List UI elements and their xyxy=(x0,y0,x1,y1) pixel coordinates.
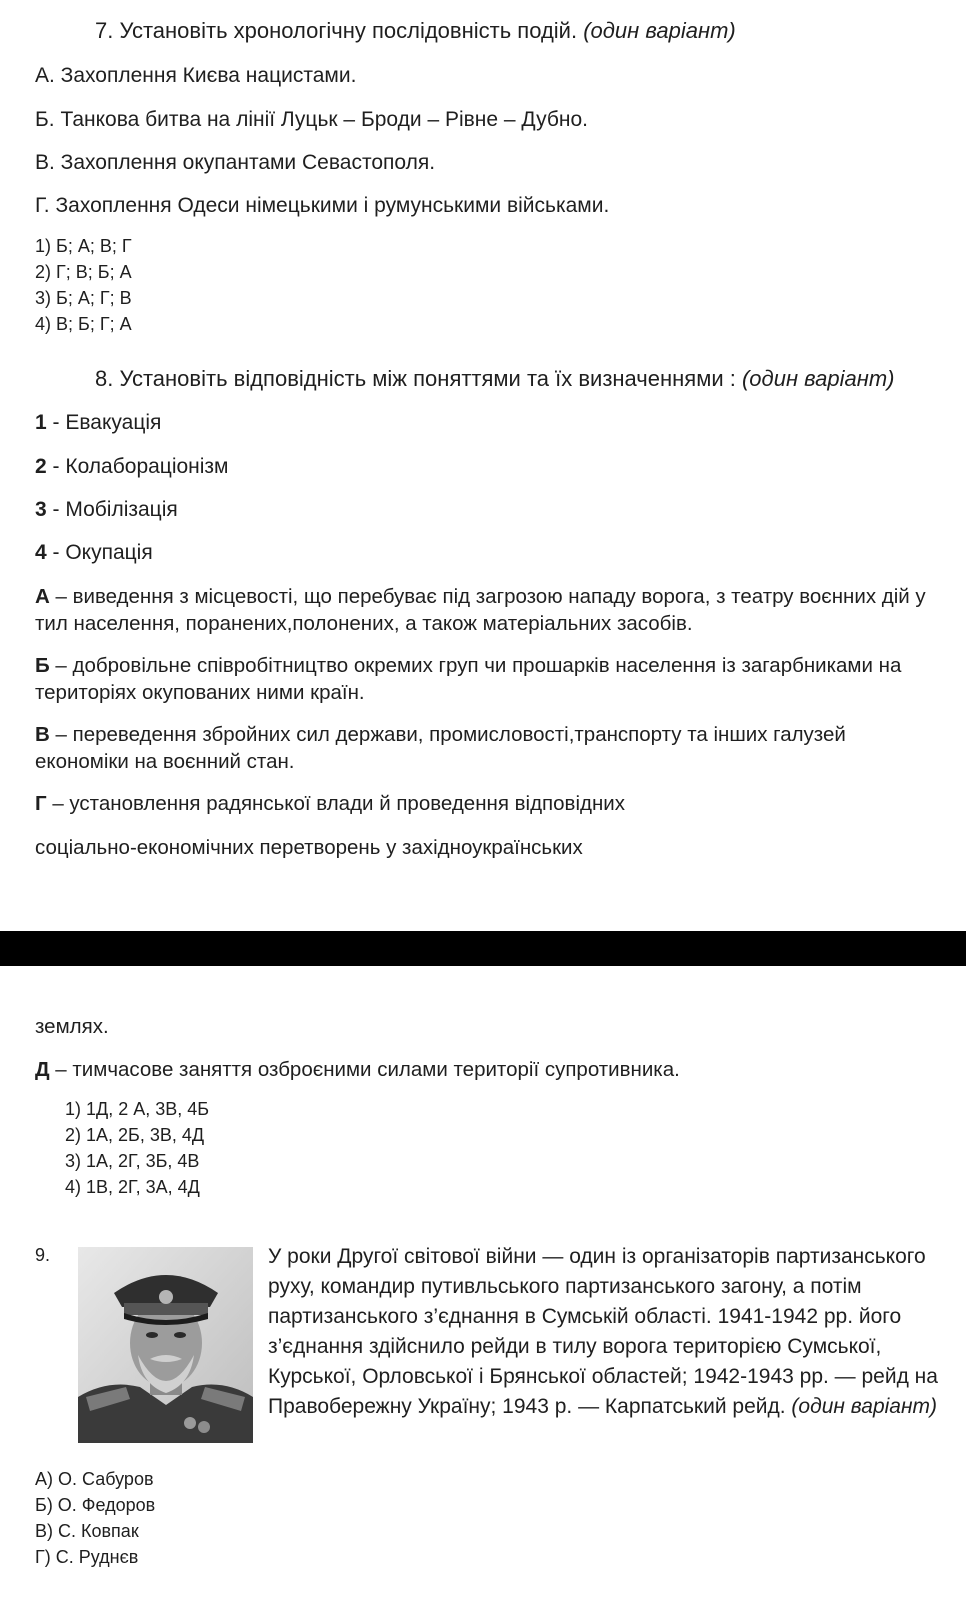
definition-a: А – виведення з місцевості, що перебуває під загрозою нападу ворога, з театру воєнних дій у тил населення, поранених,полонених, а також матеріальних засобів. xyxy=(35,585,926,635)
event-d: Г. Захоплення Одеси німецькими і румунськими військами. xyxy=(35,194,610,217)
event-b: Б. Танкова битва на лінії Луцьк – Броди – Рівне – Дубно. xyxy=(35,108,588,131)
question-7-title xyxy=(95,18,736,44)
question-8-title xyxy=(95,366,895,392)
definition-d: Г – установлення радянської влади й проведення відповідних xyxy=(35,792,625,815)
q8-option-3: 3) 1А, 2Г, 3Б, 4В xyxy=(65,1151,200,1171)
definition-c: В – переведення збройних сил держави, промисловості,транспорту та інших галузей економіки на воєнний стан. xyxy=(35,723,846,773)
q9-option-c: В) С. Ковпак xyxy=(35,1521,139,1541)
term-4: 4 - Окупація xyxy=(35,541,153,564)
question-8-note: (один варіант) xyxy=(741,366,895,391)
event-a: А. Захоплення Києва нацистами. xyxy=(35,64,357,87)
q7-option-1: 1) Б; А; В; Г xyxy=(35,236,132,256)
term-1: 1 - Евакуація xyxy=(35,411,162,434)
definition-d-line-3: землях. xyxy=(35,1015,109,1038)
question-9-number: 9. xyxy=(35,1245,51,1265)
q8-option-4: 4) 1В, 2Г, 3А, 4Д xyxy=(65,1177,200,1197)
question-8-text: 8. Установіть відповідність між поняттями та їх визначеннями : xyxy=(95,366,736,391)
q8-option-1: 1) 1Д, 2 А, 3В, 4Б xyxy=(65,1099,210,1119)
q9-option-d: Г) С. Руднєв xyxy=(35,1547,139,1567)
q7-option-2: 2) Г; В; Б; А xyxy=(35,262,132,282)
definition-e: Д – тимчасове заняття озброєними силами території супротивника. xyxy=(35,1058,680,1081)
term-2: 2 - Колабораціонізм xyxy=(35,455,229,478)
question-9-text: У роки Другої світової війни — один із організаторів партизанського руху, командир путивльського партизанського загону, а потім партизанського з’єднання в Сумській області. 1941-1942 рр. його з’єднання здійснило рейди в тилу ворога територією Сумської, Курської, Орловської і Брянської областей; 1942-1943 рр. — рейд на Правобережну Україну; 1943 р. — Карпатський рейд. (один варіант) xyxy=(268,1245,938,1418)
term-3: 3 - Мобілізація xyxy=(35,498,178,521)
definition-b: Б – добровільне співробітництво окремих груп чи прошарків населення із загарбниками на територіях окупованих ними країн. xyxy=(35,654,902,704)
q9-option-b: Б) О. Федоров xyxy=(35,1495,156,1515)
portrait-image xyxy=(78,1247,253,1443)
q7-option-3: 3) Б; А; Г; В xyxy=(35,288,132,308)
q7-option-4: 4) В; Б; Г; А xyxy=(35,314,132,334)
question-7-note: (один варіант) xyxy=(583,18,736,43)
question-7-text: 7. Установіть хронологічну послідовність подій. xyxy=(95,18,578,43)
definition-d-line-2: соціально-економічних перетворень у західноукраїнських xyxy=(35,836,583,859)
q9-option-a: А) О. Сабуров xyxy=(35,1469,154,1489)
q8-option-2: 2) 1А, 2Б, 3В, 4Д xyxy=(65,1125,205,1145)
page-break-band xyxy=(0,931,966,966)
event-c: В. Захоплення окупантами Севастополя. xyxy=(35,151,436,174)
question-9-note: (один варіант) xyxy=(791,1395,938,1418)
